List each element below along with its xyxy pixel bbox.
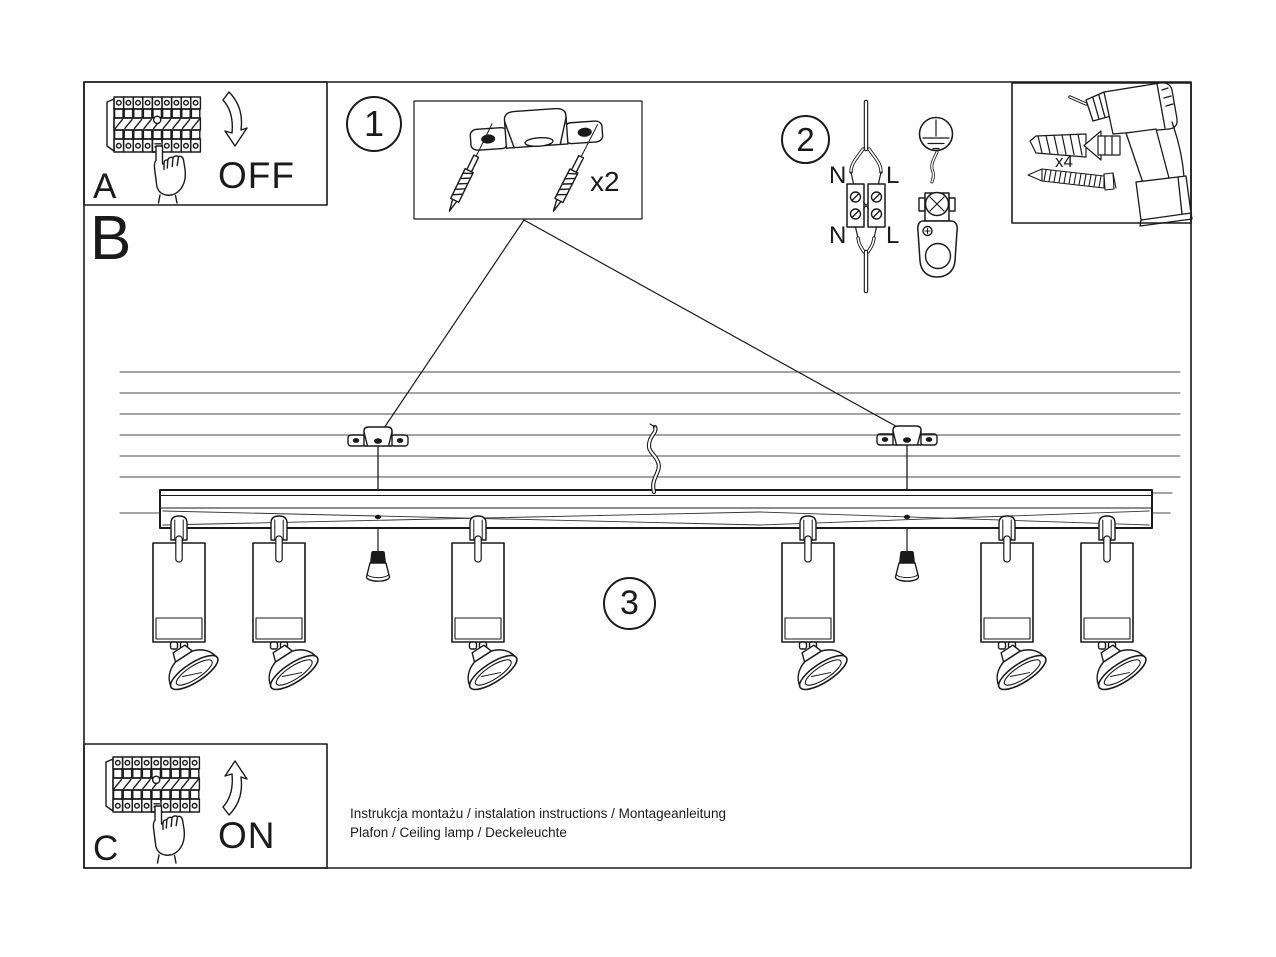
leader-lines — [382, 220, 901, 431]
panel-c-label: C — [93, 829, 119, 868]
tools-quantity-label: x4 — [1055, 152, 1073, 171]
wood-screw-icon — [1028, 169, 1116, 190]
panel-a-label: A — [93, 167, 117, 206]
earth-connection — [918, 118, 958, 278]
wall-plug-icon — [1030, 131, 1120, 160]
power-cable — [649, 424, 659, 492]
panel-c-state-label: ON — [218, 815, 276, 856]
section-b-label: B — [90, 204, 132, 273]
step1-number-badge: 1 — [346, 96, 402, 152]
terminal-block-icon — [847, 184, 885, 227]
footer-title-line: Instrukcja montażu / instalation instructions / Montageanleitung — [350, 806, 726, 821]
step3-number-badge: 3 — [603, 577, 656, 630]
step1-bracket-and-screws — [445, 105, 603, 213]
spotlight-2 — [253, 516, 322, 695]
wire-label-n-top: N — [829, 162, 847, 189]
spotlight-6 — [1081, 516, 1150, 695]
tools-illustration — [1028, 83, 1192, 226]
step2-number-badge: 2 — [781, 115, 830, 164]
drill-icon — [1070, 83, 1192, 226]
step1-quantity-label: x2 — [590, 166, 620, 197]
wiring-diagram — [847, 102, 885, 291]
spotlight-1 — [153, 516, 222, 695]
panel-a-state-label: OFF — [218, 155, 295, 196]
wire-label-l-bottom: L — [886, 222, 900, 249]
ground-terminal-icon — [918, 193, 958, 278]
wire-label-l-top: L — [886, 162, 900, 189]
footer-product-line: Plafon / Ceiling lamp / Deckeleuchte — [350, 825, 567, 840]
outer-frame — [84, 82, 1191, 868]
curved-arrow-up-icon — [223, 761, 247, 815]
spotlight-3 — [452, 516, 521, 695]
wire-label-n-bottom: N — [829, 222, 847, 249]
spotlight-5 — [981, 516, 1050, 695]
spotlight-4 — [782, 516, 851, 695]
curved-arrow-down-icon — [223, 92, 247, 146]
